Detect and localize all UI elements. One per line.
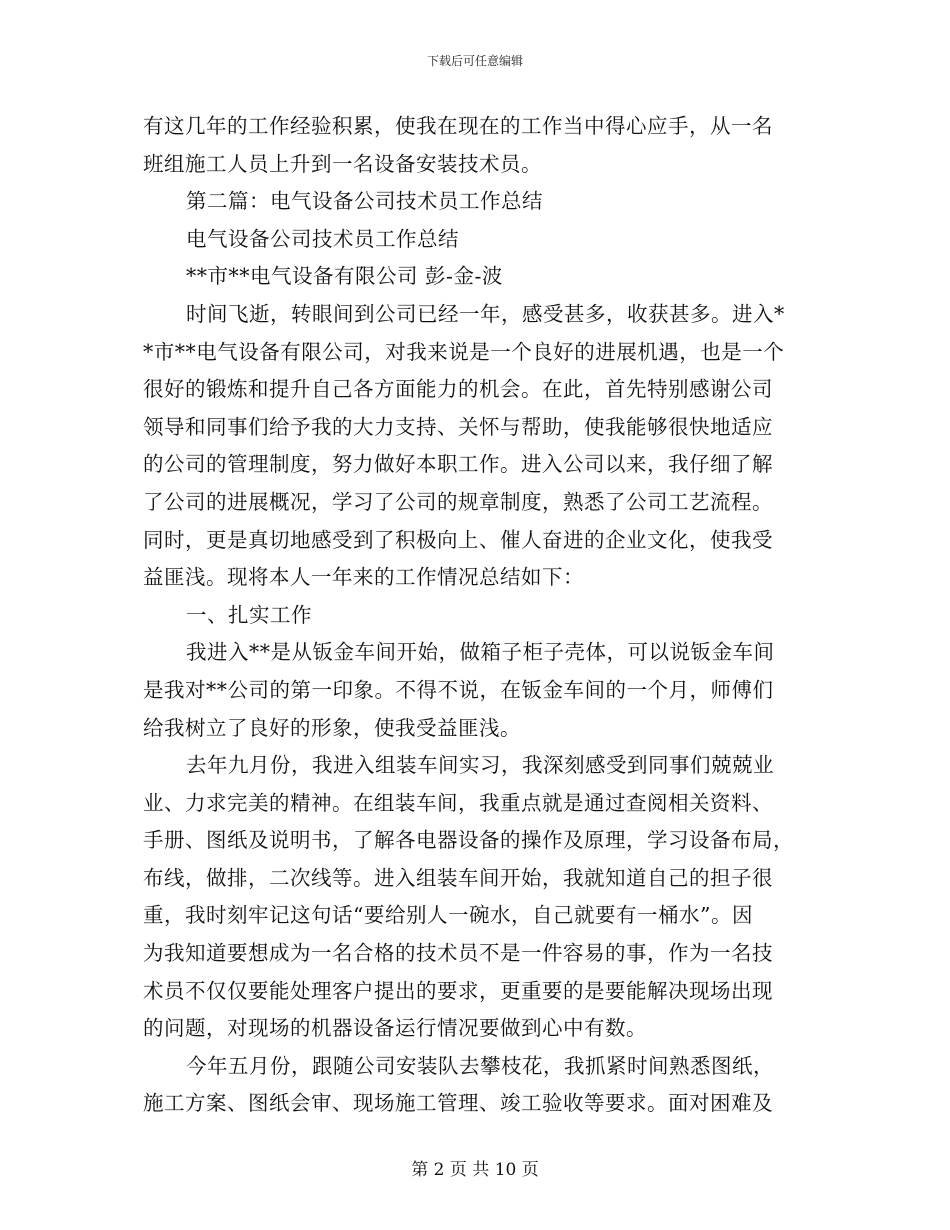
page-header: 下载后可任意编辑	[426, 54, 523, 68]
text-line: 是我对**公司的第一印象。不得不说，在钣金车间的一个月，师傅们	[143, 677, 774, 702]
text-line: 了公司的进展概况，学习了公司的规章制度，熟悉了公司工艺流程。	[143, 489, 773, 514]
text-line: 的问题，对现场的机器设备运行情况要做到心中有数。	[143, 1016, 647, 1041]
page-number-footer: 第 2 页 共 10 页	[411, 1160, 539, 1180]
text-line: 给我树立了良好的形象，使我受益匪浅。	[143, 715, 521, 740]
text-line: 的公司的管理制度，努力做好本职工作。进入公司以来，我仔细了解	[143, 452, 773, 477]
text-line: 布线，做排，二次线等。进入组装车间开始，我就知道自己的担子很	[143, 865, 773, 890]
text-line: 施工方案、图纸会审、现场施工管理、竣工验收等要求。面对困难及	[143, 1091, 773, 1116]
text-line: 很好的锻炼和提升自己各方面能力的机会。在此，首先特别感谢公司	[143, 377, 773, 402]
text-line: 去年九月份，我进入组装车间实习，我深刻感受到同事们兢兢业	[186, 753, 774, 778]
text-line: 今年五月份，跟随公司安装队去攀枝花，我抓紧时间熟悉图纸，	[186, 1053, 774, 1078]
text-line: 电气设备公司技术员工作总结	[186, 226, 459, 251]
text-line: 第二篇：电气设备公司技术员工作总结	[186, 189, 543, 214]
text-line: 有这几年的工作经验积累，使我在现在的工作当中得心应手，从一名	[143, 114, 773, 138]
text-line: 班组施工人员上升到一名设备安装技术员。	[143, 151, 542, 176]
text-line: 一、扎实工作	[186, 602, 312, 627]
text-line: 为我知道要想成为一名合格的技术员不是一件容易的事，作为一名技	[143, 941, 773, 966]
text-line: 时间飞逝，转眼间到公司已经一年，感受甚多，收获甚多。进入*	[186, 301, 785, 326]
text-line: 同时，更是真切地感受到了积极向上、催人奋进的企业文化，使我受	[143, 527, 773, 552]
text-line: 领导和同事们给予我的大力支持、关怀与帮助，使我能够很快地适应	[143, 414, 773, 439]
document-body	[143, 108, 803, 1123]
text-line: 术员不仅仅要能处理客户提出的要求，更重要的是要能解决现场出现	[143, 978, 773, 1003]
text-line: 益匪浅。现将本人一年来的工作情况总结如下：	[143, 565, 584, 590]
text-line: 业、力求完美的精神。在组装车间，我重点就是通过查阅相关资料、	[143, 790, 773, 815]
text-line: 重，我时刻牢记这句话“要给别人一碗水，自己就要有一桶水”。因	[143, 903, 753, 928]
text-line: **市**电气设备有限公司 彭-金-波	[186, 264, 503, 289]
text-line: 手册、图纸及说明书，了解各电器设备的操作及原理，学习设备布局，	[143, 828, 794, 853]
text-line: *市**电气设备有限公司，对我来说是一个良好的进展机遇，也是一个	[143, 339, 785, 364]
text-line: 我进入**是从钣金车间开始，做箱子柜子壳体，可以说钣金车间	[186, 640, 775, 665]
